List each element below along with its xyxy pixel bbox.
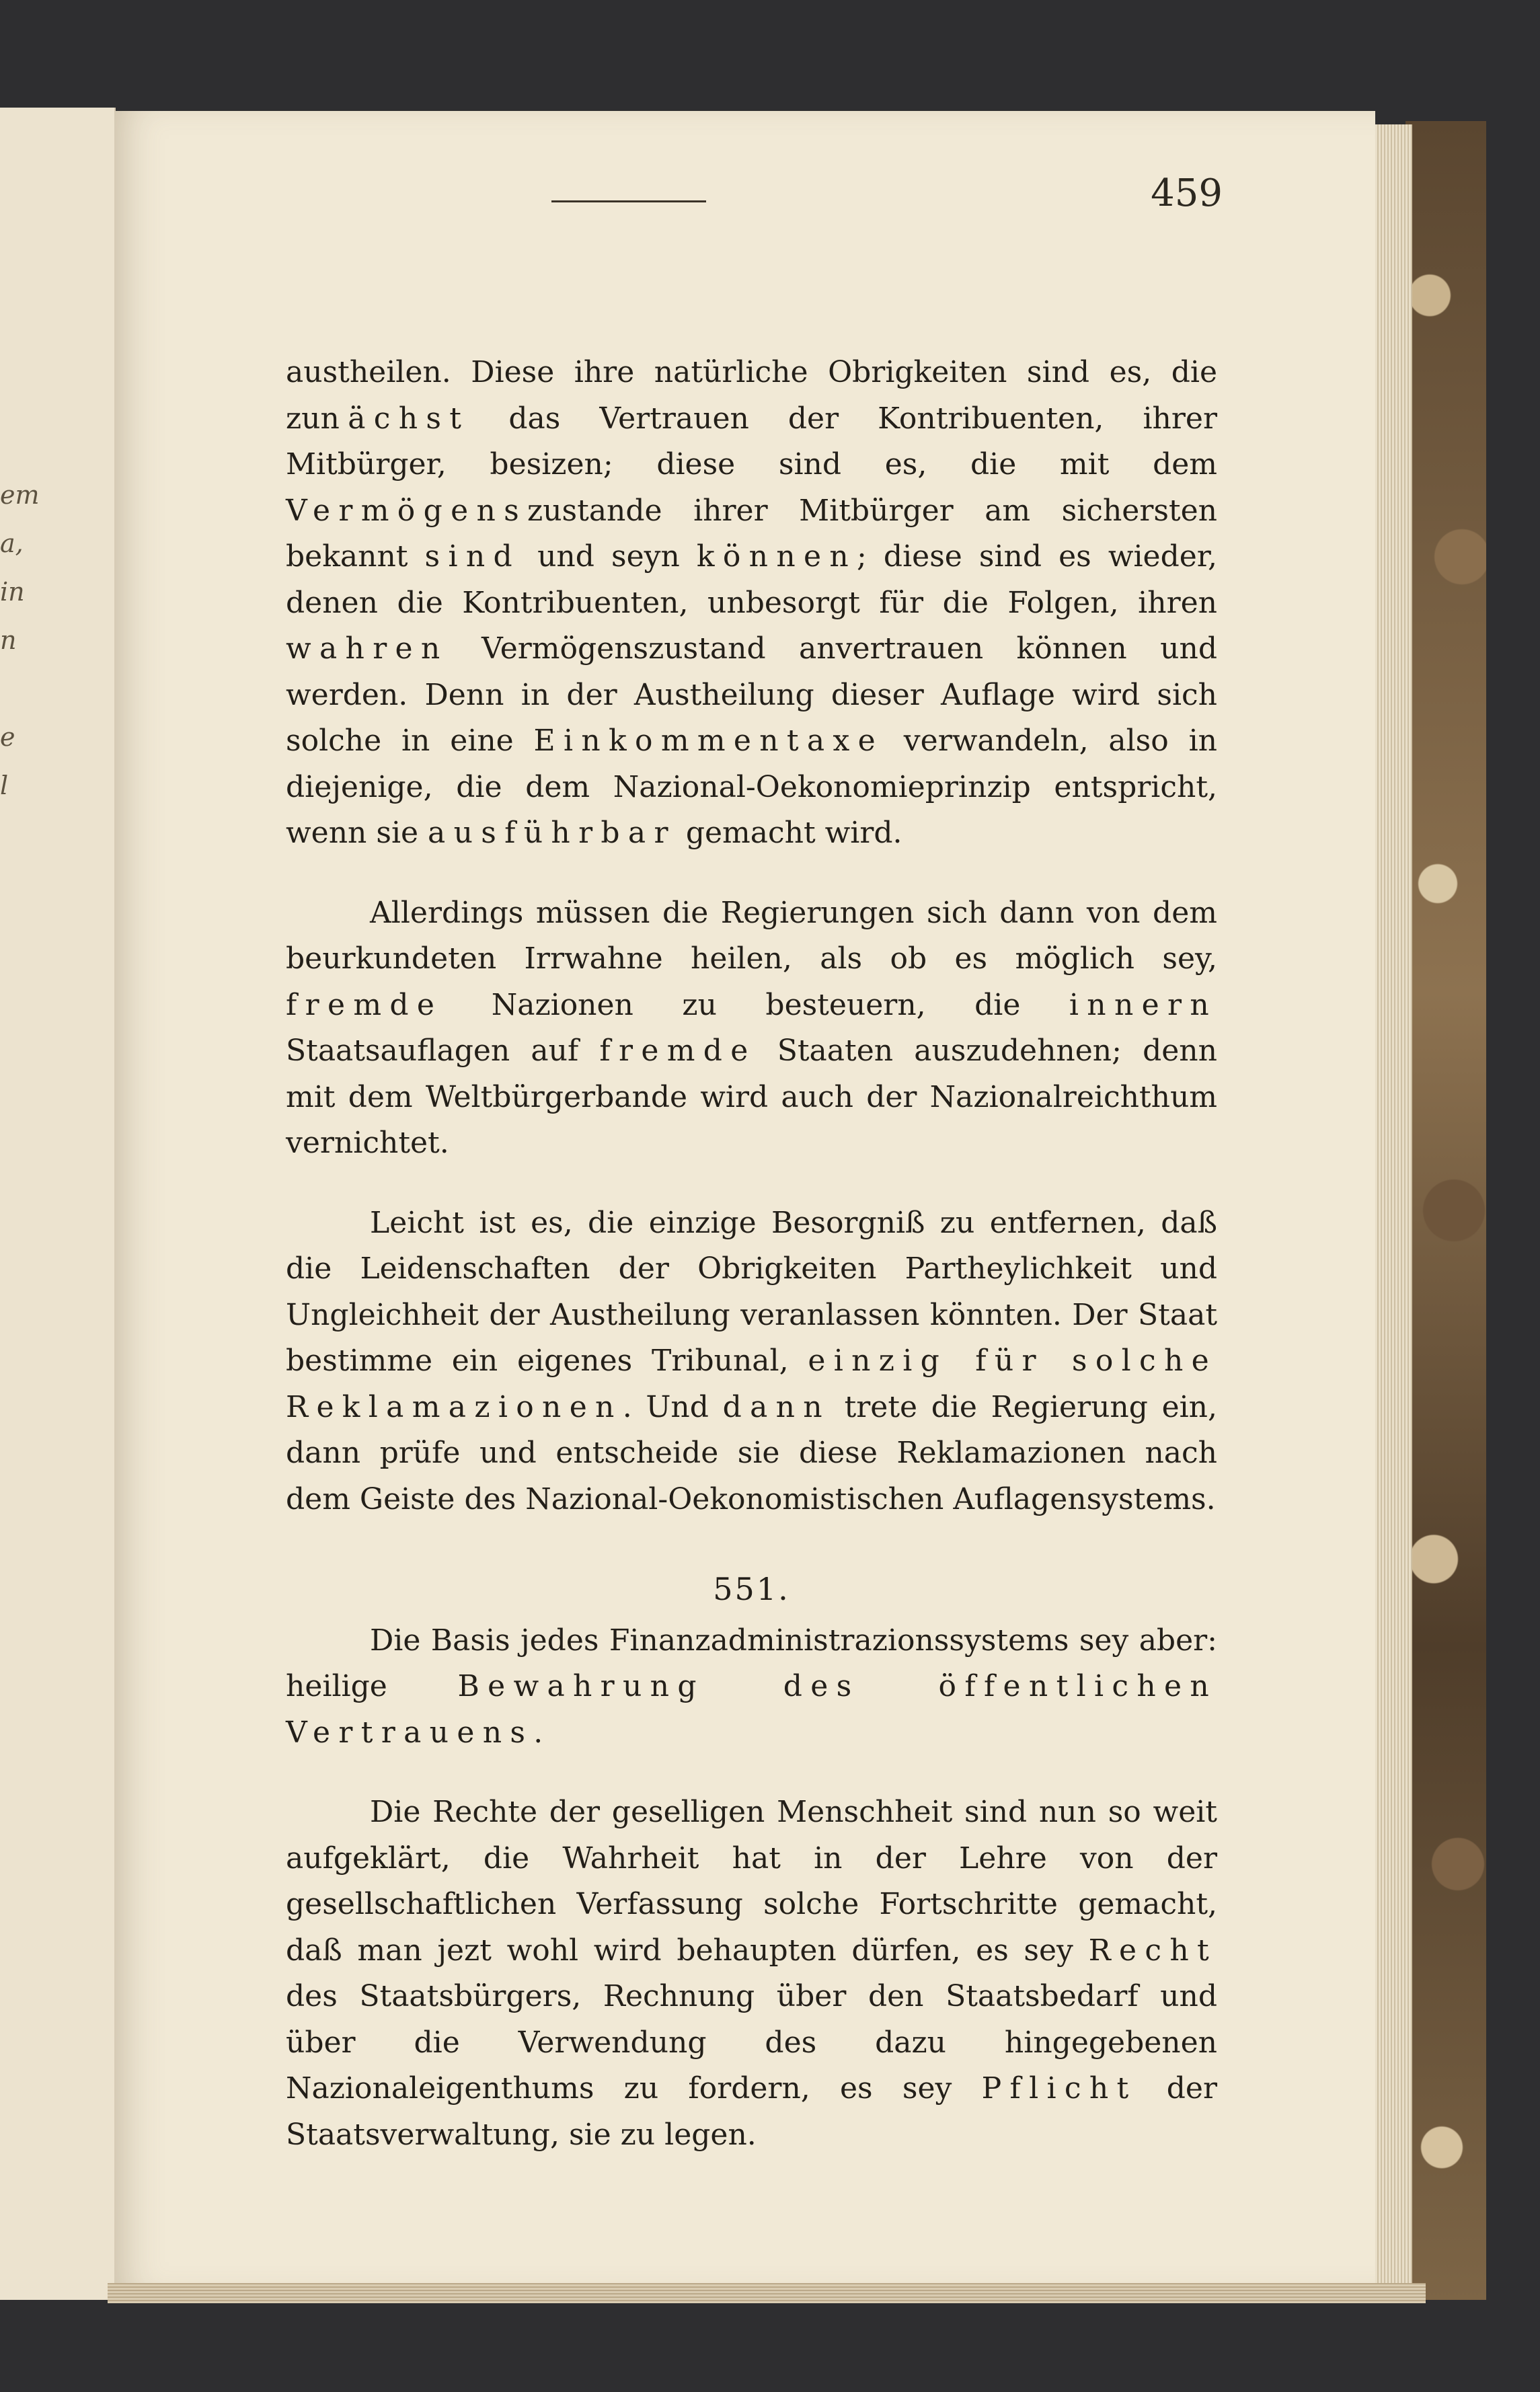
- spaced-emphasis: dann: [722, 1389, 831, 1424]
- page-stack-edge: [1372, 124, 1412, 2297]
- spaced-emphasis: sind: [424, 539, 521, 574]
- text-run: austheilen. Diese ihre natürliche Obrigkeiten sind es, die zu: [286, 355, 1217, 436]
- left-fragment: em: [0, 480, 40, 510]
- paragraph: [286, 1200, 1217, 1523]
- text-run: verwandeln, also in diejenige, die dem Nazional-Oekonomieprinzip entspricht, wenn sie: [286, 724, 1217, 850]
- text-run: Die Rechte der geselligen Menschheit sind nun so weit aufgeklärt, die Wahrheit hat in der Lehre von der gesellschaftlichen Verfassung solche Fortschritte gemacht, daß man jezt wohl wird behaupten dürfen, es sey: [286, 1795, 1217, 1968]
- text-run: und seyn: [520, 539, 697, 574]
- text-run: der Staatsverwaltung, sie zu legen.: [286, 2071, 1217, 2152]
- text-run: . Und: [622, 1389, 723, 1424]
- header-rule: [551, 200, 706, 202]
- left-fragment: l: [0, 771, 9, 800]
- spaced-emphasis: fremde: [286, 987, 443, 1022]
- paragraph: [286, 1618, 1217, 1757]
- left-fragment: n: [0, 625, 17, 655]
- spaced-emphasis: einzig für solche Reklamazionen: [286, 1344, 1217, 1424]
- paragraph: [286, 890, 1217, 1167]
- left-fragment: e: [0, 722, 15, 752]
- paragraph: [286, 1789, 1217, 2158]
- spaced-emphasis: innern: [1069, 987, 1217, 1022]
- spaced-emphasis: Vermögens: [286, 493, 528, 528]
- text-run: Staatsauflagen auf: [286, 1034, 600, 1068]
- left-fragment: a,: [0, 529, 24, 558]
- spaced-emphasis: können: [696, 539, 857, 574]
- text-run: ; diese sind es wieder, denen die Kontribuenten, unbesorgt für die Folgen, ihren: [286, 539, 1217, 620]
- text-run: das Vertrauen der Kontribuenten, ihrer Mitbürger, besizen; diese sind es, die mit dem: [286, 401, 1217, 481]
- page-number: 459: [1151, 171, 1223, 215]
- text-run: Vermögenszustand anvertrauen können und werden. Denn in der Austheilung dieser Auflage wird sich solche in eine: [286, 631, 1217, 758]
- spaced-emphasis: Recht: [1088, 1933, 1217, 1968]
- left-page-edge: [0, 108, 116, 2300]
- text-run: zustande ihrer Mitbürger am sichersten bekannt: [286, 493, 1217, 574]
- text-run: des Staatsbürgers, Rechnung über den Staatsbedarf und über die Verwendung des dazu hingegebenen Nazionaleigenthums zu fordern, es sey: [286, 1979, 1217, 2106]
- spaced-emphasis: ausführbar: [428, 816, 677, 850]
- spaced-emphasis: Pflicht: [981, 2071, 1137, 2106]
- body-text: [286, 350, 1217, 2158]
- text-run: .: [533, 1715, 543, 1750]
- spaced-emphasis: wahren: [286, 631, 449, 666]
- text-run: trete die Regierung ein, dann prüfe und entscheide sie diese Reklamazionen nach dem Geiste des Nazional-Oekonomistischen Auflagensystems.: [286, 1389, 1218, 1516]
- spaced-emphasis: Bewahrung des öffentlichen Vertrauens: [286, 1669, 1217, 1750]
- spaced-emphasis: Einkommentaxe: [533, 724, 884, 758]
- text-run: Nazionen zu besteuern, die: [442, 987, 1069, 1022]
- text-run: Allerdings müssen die Regierungen sich dann von dem beurkundeten Irrwahne heilen, als ob es möglich sey,: [286, 895, 1217, 976]
- spaced-emphasis: fremde: [599, 1034, 757, 1068]
- left-page-fragments: [0, 471, 40, 810]
- paragraph: [286, 350, 1217, 857]
- text-run: Leicht ist es, die einzige Besorgniß zu entfernen, daß die Leidenschaften der Obrigkeiten Partheylichkeit und Ungleichheit der Austheilung veranlassen könnten. Der Staat bestimme ein eigenes Tribunal,: [286, 1205, 1217, 1378]
- text-run: Staaten auszudehnen; denn mit dem Weltbürgerbande wird auch der Nazionalreichthum vernichtet.: [286, 1034, 1217, 1160]
- left-fragment: in: [0, 577, 25, 607]
- page-bottom-edge: [108, 2283, 1426, 2303]
- text-run: gemacht wird.: [676, 816, 902, 850]
- section-number: 551.: [713, 1571, 790, 1607]
- marbled-cover-edge: [1406, 121, 1486, 2300]
- text-run: Die Basis jedes Finanzadministrazionssystems sey aber: heilige: [286, 1623, 1217, 1703]
- spaced-emphasis: nächst: [320, 401, 470, 436]
